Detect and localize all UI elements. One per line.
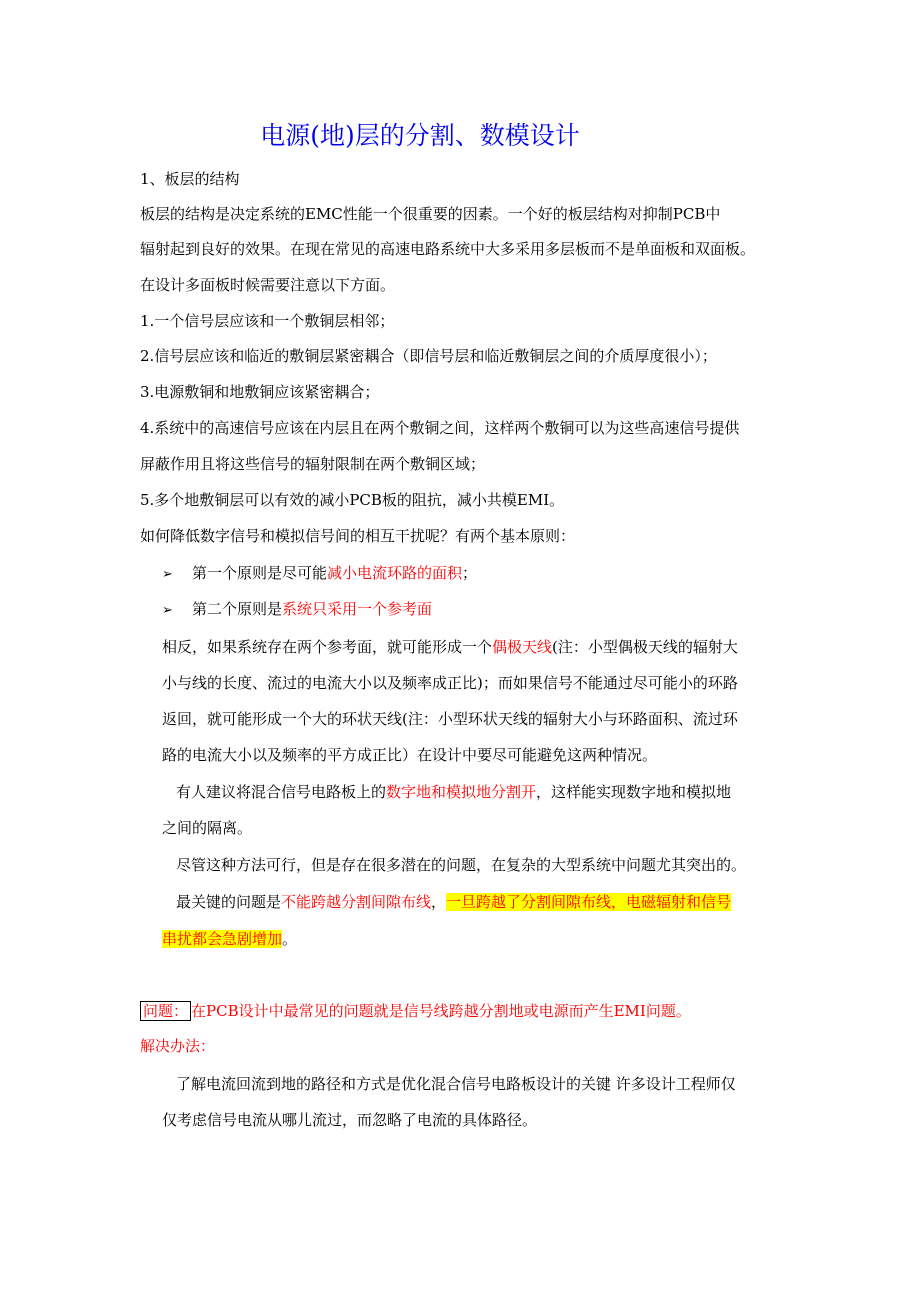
point-3: 3.电源敷铜和地敷铜应该紧密耦合； [140, 383, 380, 401]
point-1: 1.一个信号层应该和一个敷铜层相邻； [140, 312, 395, 330]
split-line-1 [176, 781, 731, 803]
issue-label: 问题： [140, 1001, 191, 1021]
solution-label: 解决办法： [140, 1037, 216, 1055]
key-separator: ， [431, 893, 447, 911]
arrow-bullet-icon: ➢ [162, 567, 173, 582]
dipole-line-1 [162, 636, 738, 658]
intro-line-2: 辐射起到良好的效果。在现在常见的高速电路系统中大多采用多层板而不是单面板和双面板。 [140, 240, 756, 258]
key-highlight-2: 串扰都会急剧增加 [162, 930, 283, 948]
dipole-line-2: 小与线的长度、流过的电流大小以及频率成正比)；而如果信号不能通过尽可能小的环路 [162, 674, 738, 692]
key-highlight-1: 一旦跨越了分割间隙布线，电磁辐射和信号 [446, 893, 732, 911]
point-4-line-1: 4.系统中的高速信号应该在内层且在两个敷铜之间，这样两个敷铜可以为这些高速信号提供 [140, 419, 740, 437]
key-suffix: 。 [282, 930, 298, 948]
intro-line-1: 板层的结构是决定系统的EMC性能一个很重要的因素。一个好的板层结构对抑制PCB中 [140, 205, 721, 223]
split-suffix: ，这样能实现数字地和模拟地 [536, 783, 732, 801]
dipole-line-4: 路的电流大小以及频率的平方成正比）在设计中要尽可能避免这两种情况。 [162, 746, 658, 764]
point-5: 5.多个地敷铜层可以有效的减小PCB板的阻抗，减小共模EMI。 [140, 491, 565, 509]
bullet-1-prefix: 第一个原则是尽可能 [192, 564, 328, 582]
dipole-emphasis: 偶极天线 [492, 638, 553, 656]
section-heading: 1、板层的结构 [140, 170, 240, 188]
bullet-2-emphasis: 系统只采用一个参考面 [282, 600, 433, 618]
bullet-2-prefix: 第二个原则是 [192, 600, 283, 618]
bullet-item-2 [162, 598, 432, 622]
key-line-1 [176, 891, 731, 913]
arrow-bullet-icon: ➢ [162, 603, 173, 618]
bullet-item-1 [162, 562, 477, 586]
point-4-line-2: 屏蔽作用且将这些信号的辐射限制在两个敷铜区域； [140, 455, 486, 473]
key-prefix: 最关键的问题是 [176, 893, 282, 911]
question-line: 如何降低数字信号和模拟信号间的相互干扰呢？有两个基本原则： [140, 527, 576, 545]
point-2: 2.信号层应该和临近的敷铜层紧密耦合（即信号层和临近敷铜层之间的介质厚度很小）； [140, 347, 717, 365]
split-prefix: 有人建议将混合信号电路板上的 [176, 783, 387, 801]
dipole-line-3: 返回，就可能形成一个大的环状天线(注：小型环状天线的辐射大小与环路面积、流过环 [162, 710, 738, 728]
dipole-suffix: (注：小型偶极天线的辐射大 [552, 638, 738, 656]
key-emphasis: 不能跨越分割间隙布线 [281, 893, 432, 911]
split-emphasis: 数字地和模拟地分割开 [386, 783, 537, 801]
dipole-prefix: 相反，如果系统存在两个参考面，就可能形成一个 [162, 638, 493, 656]
issue-text: 在PCB设计中最常见的问题就是信号线跨越分割地或电源而产生EMI问题。 [191, 1002, 691, 1020]
intro-line-3: 在设计多面板时候需要注意以下方面。 [140, 276, 396, 294]
issue-line [140, 1000, 691, 1022]
problem-line: 尽管这种方法可行，但是存在很多潜在的问题，在复杂的大型系统中问题尤其突出的。 [176, 856, 747, 874]
split-line-2: 之间的隔离。 [162, 819, 253, 837]
bullet-1-emphasis: 减小电流环路的面积 [327, 564, 463, 582]
solution-line-1: 了解电流回流到地的路径和方式是优化混合信号电路板设计的关键 许多设计工程师仅 [176, 1075, 736, 1093]
document-title: 电源(地)层的分割、数模设计 [260, 121, 580, 150]
bullet-1-suffix: ； [462, 564, 478, 582]
solution-line-2: 仅考虑信号电流从哪儿流过，而忽略了电流的具体路径。 [162, 1111, 538, 1129]
key-line-2 [162, 928, 297, 950]
